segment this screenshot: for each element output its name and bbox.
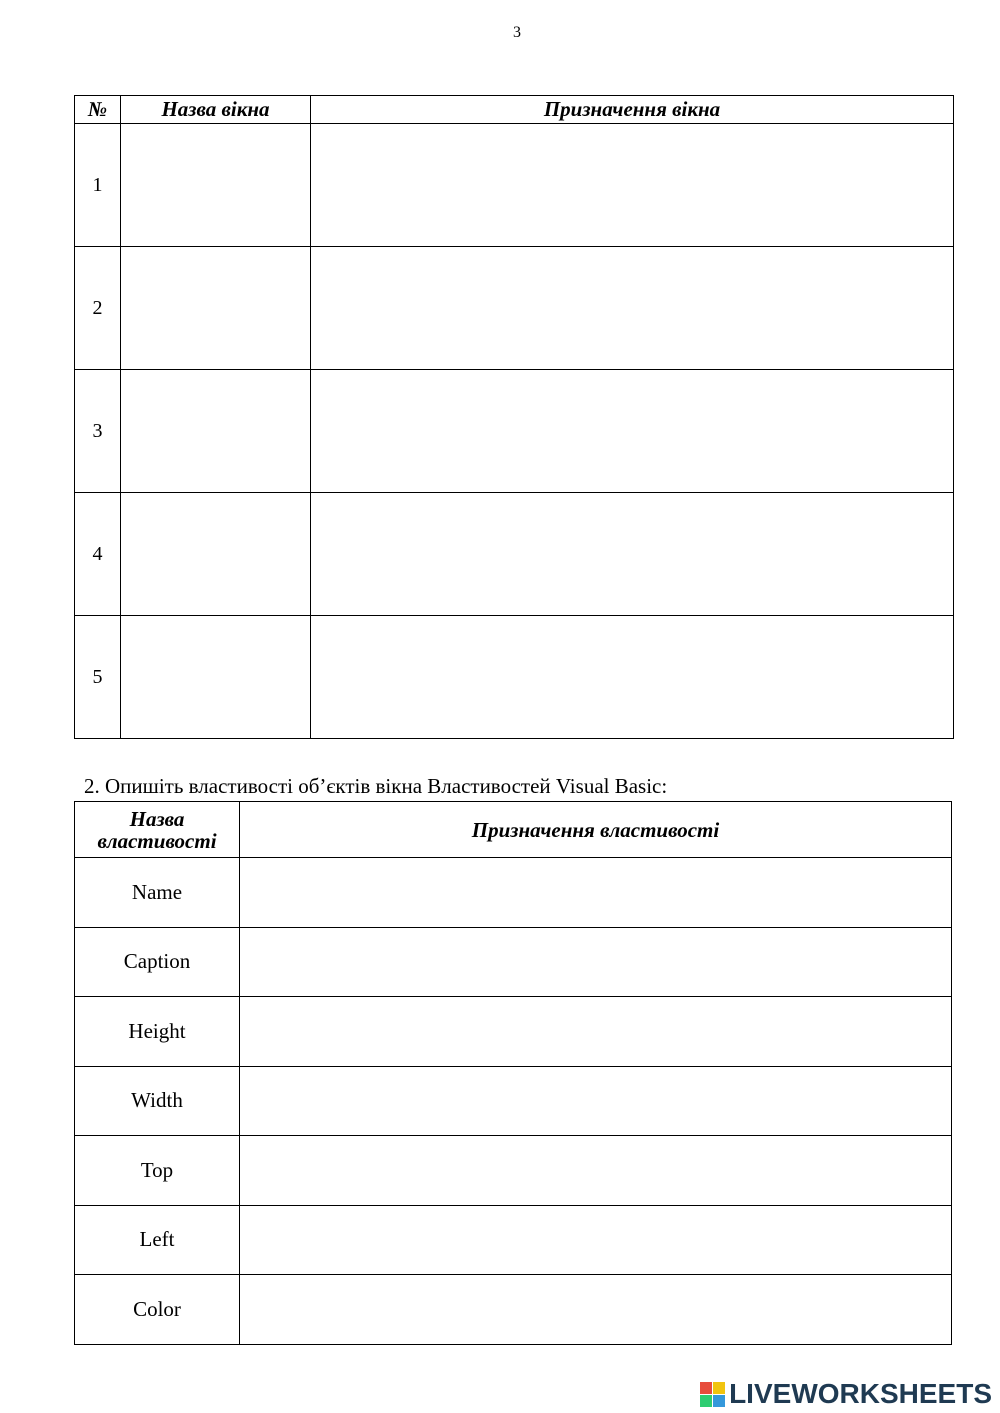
- window-name-cell[interactable]: [121, 370, 311, 493]
- row-number: 5: [75, 616, 121, 739]
- row-number: 1: [75, 124, 121, 247]
- window-name-cell[interactable]: [121, 124, 311, 247]
- window-name-cell[interactable]: [121, 247, 311, 370]
- window-name-cell[interactable]: [121, 493, 311, 616]
- table-row: [75, 997, 952, 1067]
- task-2-heading: 2. Опишіть властивості об’єктів вікна Властивостей Visual Basic:: [84, 774, 668, 798]
- property-purpose-cell[interactable]: [240, 927, 952, 997]
- table-row: [75, 370, 954, 493]
- logo-square: [700, 1382, 712, 1394]
- property-purpose-cell[interactable]: [240, 997, 952, 1067]
- window-purpose-cell[interactable]: [311, 616, 954, 739]
- header-window-purpose: Призначення вікна: [311, 96, 954, 124]
- windows-table-header: [75, 96, 954, 124]
- liveworksheets-logo-icon: [700, 1382, 725, 1407]
- property-purpose-cell[interactable]: [240, 1275, 952, 1345]
- properties-table-header: [75, 802, 952, 858]
- property-purpose-cell[interactable]: [240, 1136, 952, 1206]
- table-row: [75, 927, 952, 997]
- header-property-purpose: Призначення властивості: [240, 802, 952, 858]
- liveworksheets-wordmark: LIVEWORKSHEETS: [729, 1378, 992, 1409]
- logo-square: [713, 1395, 725, 1407]
- row-number: 4: [75, 493, 121, 616]
- header-property-name: Назва властивості: [75, 802, 240, 858]
- table-row: [75, 1066, 952, 1136]
- table-row: [75, 858, 952, 928]
- window-purpose-cell[interactable]: [311, 247, 954, 370]
- window-name-cell[interactable]: [121, 616, 311, 739]
- table-row: [75, 1275, 952, 1345]
- table-row: [75, 1136, 952, 1206]
- table-row: [75, 124, 954, 247]
- property-purpose-cell[interactable]: [240, 858, 952, 928]
- header-window-name: Назва вікна: [121, 96, 311, 124]
- property-name: Color: [75, 1275, 240, 1345]
- row-number: 2: [75, 247, 121, 370]
- logo-square: [713, 1382, 725, 1394]
- property-name: Top: [75, 1136, 240, 1206]
- window-purpose-cell[interactable]: [311, 124, 954, 247]
- window-purpose-cell[interactable]: [311, 370, 954, 493]
- property-name: Height: [75, 997, 240, 1067]
- window-purpose-cell[interactable]: [311, 493, 954, 616]
- property-name: Left: [75, 1205, 240, 1275]
- property-name: Name: [75, 858, 240, 928]
- property-purpose-cell[interactable]: [240, 1205, 952, 1275]
- properties-table: [74, 801, 952, 1345]
- liveworksheets-brand[interactable]: [700, 1379, 992, 1409]
- table-row: [75, 493, 954, 616]
- table-row: [75, 616, 954, 739]
- logo-square: [700, 1395, 712, 1407]
- windows-table: [74, 95, 954, 739]
- header-number: №: [75, 96, 121, 124]
- property-name: Width: [75, 1066, 240, 1136]
- table-row: [75, 247, 954, 370]
- table-row: [75, 1205, 952, 1275]
- page-number: 3: [513, 24, 521, 41]
- row-number: 3: [75, 370, 121, 493]
- property-name: Caption: [75, 927, 240, 997]
- property-purpose-cell[interactable]: [240, 1066, 952, 1136]
